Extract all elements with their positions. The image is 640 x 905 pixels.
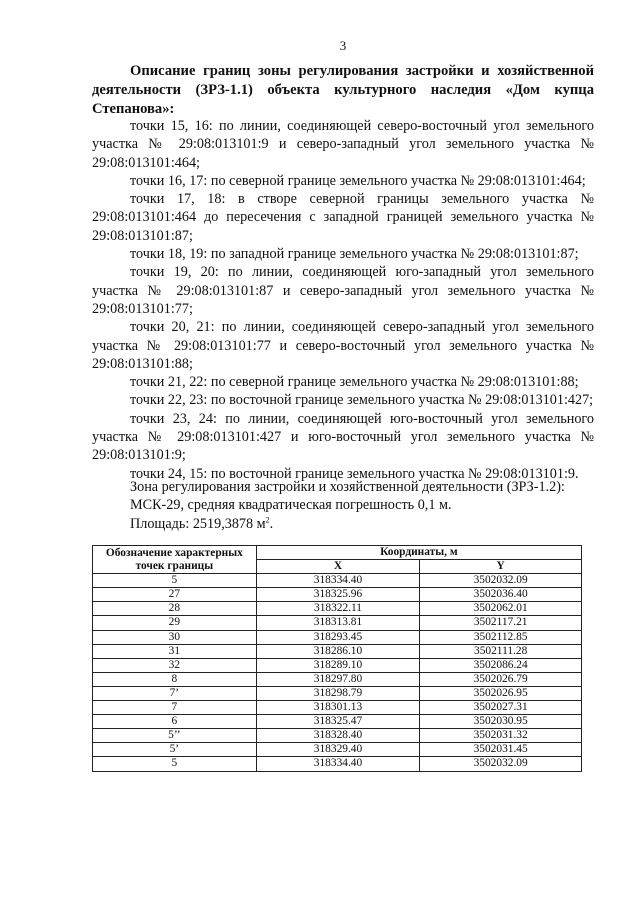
point-cell: 7: [93, 701, 257, 715]
point-cell: 31: [93, 644, 257, 658]
y-cell: 3502027.31: [420, 701, 582, 715]
table-row: [93, 686, 582, 700]
y-cell: 3502086.24: [420, 658, 582, 672]
boundary-paragraph: точки 20, 21: по линии, соединяющей северо-западный угол земельного участка № 29:08:013101:77 и северо-восточный угол земельного участка № 29:08:013101:88;: [92, 319, 594, 372]
zone-info: [130, 478, 600, 533]
x-cell: 318328.40: [256, 729, 420, 743]
table-row: [93, 602, 582, 616]
boundary-paragraph: точки 23, 24: по линии, соединяющей юго-восточный угол земельного участка № 29:08:013101:427 и юго-восточный угол земельного участка № 29:08:013101:9;: [92, 410, 594, 464]
table-row: [93, 616, 582, 630]
boundary-paragraph: точки 15, 16: по линии, соединяющей северо-восточный угол земельного участка № 29:08:013101:9 и северо-западный угол земельного участка № 29:08:013101:464;: [92, 118, 594, 171]
y-cell: 3502111.28: [420, 644, 582, 658]
table-row: [93, 729, 582, 743]
point-cell: 30: [93, 630, 257, 644]
x-cell: 318325.47: [256, 715, 420, 729]
boundary-paragraph: точки 24, 15: по восточной границе земельного участка № 29:08:013101:9.: [130, 465, 579, 482]
x-cell: 318286.10: [256, 644, 420, 658]
point-cell: 5: [93, 574, 257, 588]
y-cell: 3502117.21: [420, 616, 582, 630]
y-cell: 3502062.01: [420, 602, 582, 616]
point-cell: 5: [93, 757, 257, 771]
boundary-description: [92, 117, 594, 483]
zone-name: Зона регулирования застройки и хозяйственной деятельности (ЗРЗ-1.2):: [130, 479, 565, 495]
x-cell: 318293.45: [256, 630, 420, 644]
zone-area: [130, 515, 600, 533]
boundary-paragraph: точки 16, 17: по северной границе земельного участка № 29:08:013101:464;: [130, 172, 586, 189]
table-row: [93, 672, 582, 686]
area-end: .: [269, 515, 274, 532]
point-cell: 8: [93, 672, 257, 686]
x-cell: 318289.10: [256, 658, 420, 672]
table-row: [93, 630, 582, 644]
table-row: [93, 743, 582, 757]
section-title: Описание границ зоны регулирования застройки и хозяйственной деятельности (ЗРЗ-1.1) объекта культурного наследия «Дом купца Степанова»:: [92, 63, 594, 117]
coordinates-table: [92, 545, 582, 772]
x-cell: 318334.40: [256, 574, 420, 588]
x-cell: 318325.96: [256, 588, 420, 602]
points-header: Обозначение характерных точек границы: [93, 546, 257, 574]
point-cell: 5’’: [93, 729, 257, 743]
y-cell: 3502026.95: [420, 686, 582, 700]
y-cell: 3502026.79: [420, 672, 582, 686]
point-cell: 32: [93, 658, 257, 672]
y-cell: 3502032.09: [420, 574, 582, 588]
table-row: [93, 574, 582, 588]
point-cell: 5’: [93, 743, 257, 757]
x-cell: 318301.13: [256, 701, 420, 715]
table-row: [93, 757, 582, 771]
x-cell: 318298.79: [256, 686, 420, 700]
y-cell: 3502030.95: [420, 715, 582, 729]
x-cell: 318297.80: [256, 672, 420, 686]
boundary-paragraph: точки 21, 22: по северной границе земельного участка № 29:08:013101:88;: [130, 374, 579, 391]
x-header: X: [256, 560, 420, 574]
y-cell: 3502032.09: [420, 757, 582, 771]
point-cell: 27: [93, 588, 257, 602]
area-superscript: 2: [265, 514, 270, 524]
point-cell: 28: [93, 602, 257, 616]
point-cell: 7’: [93, 686, 257, 700]
y-header: Y: [420, 560, 582, 574]
point-cell: 29: [93, 616, 257, 630]
table-row: [93, 701, 582, 715]
boundary-paragraph: точки 17, 18: в створе северной границы земельного участка № 29:08:013101:464 до пересечения с западной границей земельного участка № 29:08:013101:87;: [92, 191, 594, 244]
area-text: Площадь: 2519,3878 м: [130, 515, 266, 532]
boundary-paragraph: точки 18, 19: по западной границе земельного участка № 29:08:013101:87;: [130, 246, 579, 263]
boundary-paragraph: точки 22, 23: по восточной границе земельного участка № 29:08:013101:427;: [130, 392, 594, 409]
coordinate-system: МСК-29, средняя квадратическая погрешность 0,1 м.: [130, 497, 452, 514]
coordinates-header: Координаты, м: [256, 546, 581, 560]
y-cell: 3502036.40: [420, 588, 582, 602]
table-row: [93, 644, 582, 658]
y-cell: 3502031.32: [420, 729, 582, 743]
table-row: [93, 658, 582, 672]
x-cell: 318313.81: [256, 616, 420, 630]
x-cell: 318322.11: [256, 602, 420, 616]
y-cell: 3502112.85: [420, 630, 582, 644]
table-row: [93, 715, 582, 729]
page-number: 3: [339, 38, 347, 53]
y-cell: 3502031.45: [420, 743, 582, 757]
point-cell: 6: [93, 715, 257, 729]
x-cell: 318329.40: [256, 743, 420, 757]
boundary-paragraph: точки 19, 20: по линии, соединяющей юго-западный угол земельного участка № 29:08:013101:87 и северо-западный угол земельного участка № 29:08:013101:77;: [92, 264, 594, 317]
x-cell: 318334.40: [256, 757, 420, 771]
table-row: [93, 588, 582, 602]
